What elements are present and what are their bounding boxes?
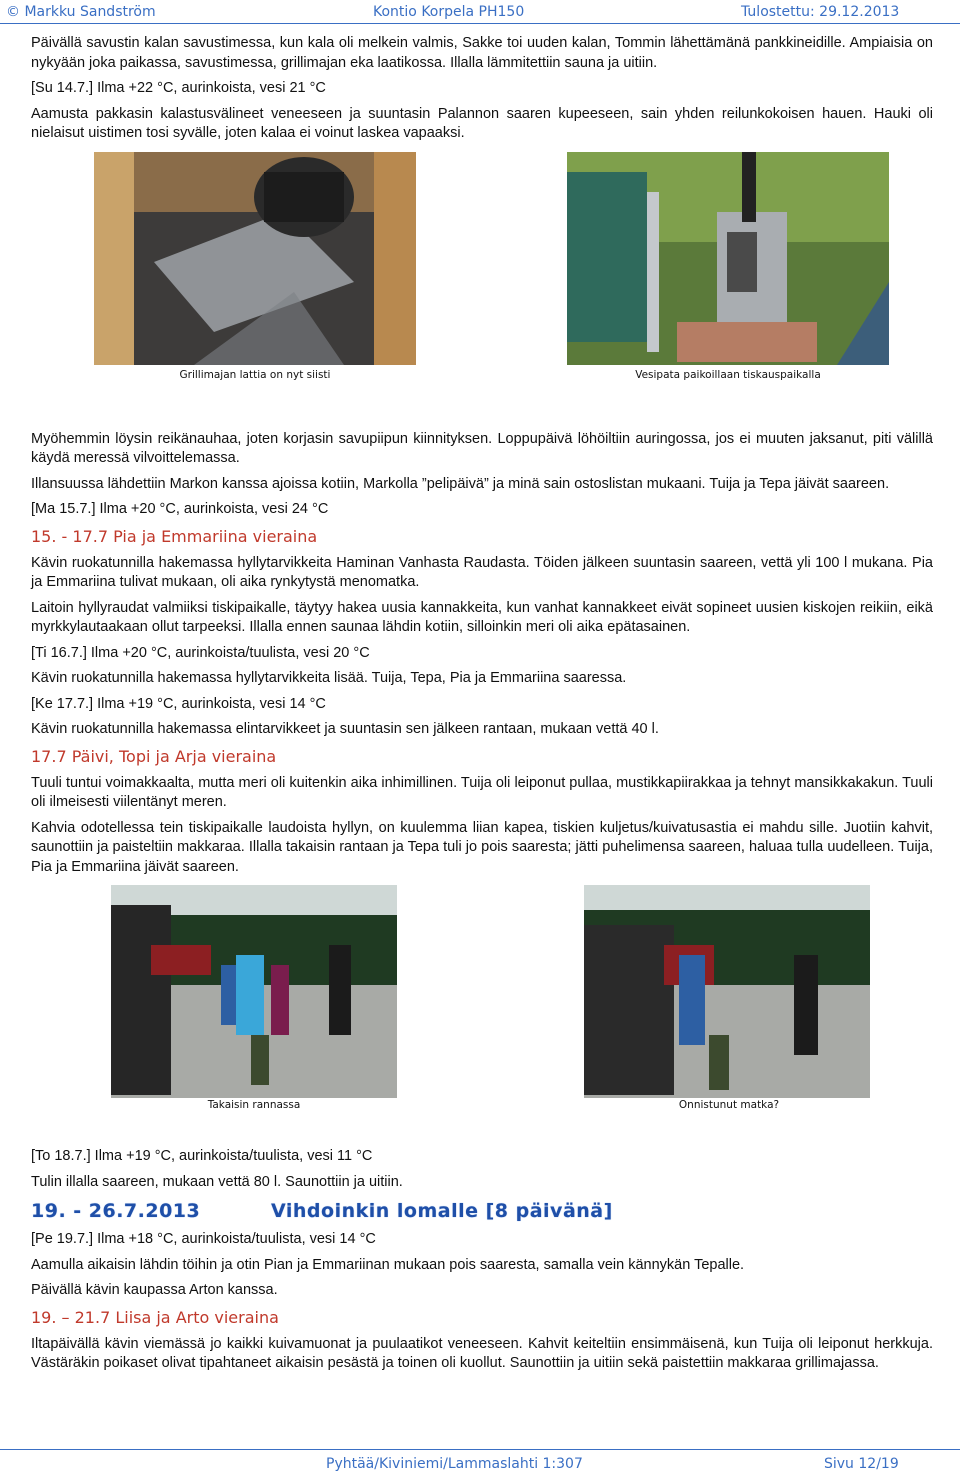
- successful-trip-photo: [584, 885, 870, 1098]
- weather-line: [Ke 17.7.] Ilma +19 °C, aurinkoista, vesi 14 °C: [31, 695, 326, 712]
- header-print-date: Tulostettu: 29.12.2013: [741, 4, 900, 20]
- grill-hut-floor-photo: [94, 152, 416, 365]
- weather-line: [Ti 16.7.] Ilma +20 °C, aurinkoista/tuulista, vesi 20 °C: [31, 644, 370, 661]
- paragraph: Päivällä kävin kaupassa Arton kanssa.: [31, 1282, 278, 1298]
- paragraph: Kävin ruokatunnilla hakemassa elintarvikkeet ja suuntasin sen jälkeen rantaan, mukaan vettä 40 l.: [31, 721, 659, 737]
- weather-line: [Su 14.7.] Ilma +22 °C, aurinkoista, vesi 21 °C: [31, 80, 326, 96]
- section-heading: 17.7 Päivi, Topi ja Arja vieraina: [31, 746, 277, 766]
- footer-location: Pyhtää/Kiviniemi/Lammaslahti 1:307: [326, 1456, 583, 1472]
- paragraph: Päivällä savustin kalan savustimessa, kun kala oli melkein valmis, Sakke toi uuden kalan, Tommin lähettämänä pankkineidille. Ampiaisia on nykyään joka paikassa, savustimessa, grillimajan eka laatikossa. Illalla lämmitettiin sauna ja uitiin.: [31, 35, 933, 71]
- water-heater-photo: [567, 152, 889, 365]
- section-heading: 15. - 17.7 Pia ja Emmariina vieraina: [31, 526, 318, 546]
- vacation-title: Vihdoinkin lomalle [8 päivänä]: [271, 1200, 613, 1222]
- footer-page-number: Sivu 12/19: [824, 1456, 899, 1472]
- paragraph: Aamusta pakkasin kalastusvälineet veneeseen ja suuntasin Palannon saaren kupeeseen, sain yhden reilunkokoisen hauen. Hauki oli nielaisut uistimen tosi syvälle, joten kalaa ei voinut laskea vapaaksi.: [31, 105, 933, 141]
- paragraph: Tulin illalla saareen, mukaan vettä 80 l. Saunottiin ja uitiin.: [31, 1173, 403, 1190]
- weather-line: [Ma 15.7.] Ilma +20 °C, aurinkoista, vesi 24 °C: [31, 501, 329, 517]
- header-divider: [0, 23, 960, 24]
- caption: Grillimajan lattia on nyt siisti: [179, 368, 331, 381]
- section-heading: 19. – 21.7 Liisa ja Arto vieraina: [31, 1307, 279, 1327]
- header-title: Kontio Korpela PH150: [373, 4, 525, 20]
- paragraph: Kävin ruokatunnilla hakemassa hyllytarvikkeita lisää. Tuija, Tepa, Pia ja Emmariina saaressa.: [31, 670, 627, 686]
- paragraph: Laitoin hyllyraudat valmiiksi tiskipaikalle, täytyy hakea uusia kannakkeita, kun vanhat kannakkeet eivät sopineet uusien kiskojen reikiin, eikä myrkkylautaakaan ollut tarpeeksi. Illalla ennen saunaa lähdin kotiin, silloinkin meri oli aika epätasainen.: [31, 599, 933, 635]
- page-header: [0, 2, 960, 22]
- paragraph: Kävin ruokatunnilla hakemassa hyllytarvikkeita Haminan Vanhasta Raudasta. Töiden jälkeen suuntasin saareen, vettä yli 100 l mukana. Pia ja Emmariina tulivat mukaan, oli aika rynkytystä menomatka.: [31, 554, 933, 590]
- vacation-dates: 19. - 26.7.2013: [31, 1200, 201, 1222]
- back-at-shore-photo: [111, 885, 397, 1098]
- weather-line: [Pe 19.7.] Ilma +18 °C, aurinkoista/tuulista, vesi 14 °C: [31, 1231, 376, 1247]
- header-author: © Markku Sandström: [6, 4, 156, 20]
- caption: Takaisin rannassa: [207, 1099, 301, 1111]
- paragraph: Myöhemmin löysin reikänauhaa, joten korjasin savupiipun kiinnityksen. Loppupäivä löhöiltiin auringossa, jos ei muuten jaksanut, piti välillä käydä meressä vilvoittelemassa.: [31, 430, 933, 466]
- photo-row-2: [31, 885, 933, 1135]
- photo-row-1: [31, 152, 933, 414]
- caption: Onnistunut matka?: [678, 1099, 780, 1111]
- paragraph: Kahvia odotellessa tein tiskipaikalle laudoista hyllyn, on kuulemma liian kapea, tiskien kuljetus/kuivatusastia ei mahdu sille. Juotiin kahvit, saunottiin ja paisteltiin makkaraa. Illalla takaisin rantaan ja Tepa tuli jo pois saaresta; jätti puhelimensa saareen, haluaa tulla uudelleen. Tuija, Pia ja Emmariina jäivät saareen.: [31, 819, 933, 875]
- footer-divider: [0, 1449, 960, 1450]
- vacation-heading: [31, 1200, 933, 1222]
- paragraph: Illansuussa lähdettiin Markon kanssa ajoissa kotiin, Markolla ”pelipäivä” ja minä sain ostoslistan mukaani. Tuija ja Tepa jäivät saareen.: [31, 475, 890, 492]
- paragraph: Iltapäivällä kävin viemässä jo kaikki kuivamuonat ja puulaatikot veneeseen. Kahvit keiteltiin ensimmäisenä, kun Tuija oli leiponut herkkuja. Västäräkin poikaset olivat tipahtaneet aikaisin pesästä ja toinen oli kuollut. Saunottiin ja uitiin sekä paistettiin makkaraa grillimajassa.: [31, 1335, 933, 1371]
- paragraph: Tuuli tuntui voimakkaalta, mutta meri oli kuitenkin aika inhimillinen. Tuija oli leiponut pullaa, mustikkapiirakkaa ja tehnyt mansikkakakun. Tuuli oli ilmeisesti viilentänyt meren.: [31, 774, 933, 810]
- weather-line: [To 18.7.] Ilma +19 °C, aurinkoista/tuulista, vesi 11 °C: [31, 1148, 373, 1164]
- document-body: [31, 34, 933, 1374]
- caption: Vesipata paikoillaan tiskauspaikalla: [635, 368, 821, 381]
- paragraph: Aamulla aikaisin lähdin töihin ja otin Pian ja Emmariinan mukaan pois saaresta, samalla vein kännykän Tepalle.: [31, 1256, 745, 1273]
